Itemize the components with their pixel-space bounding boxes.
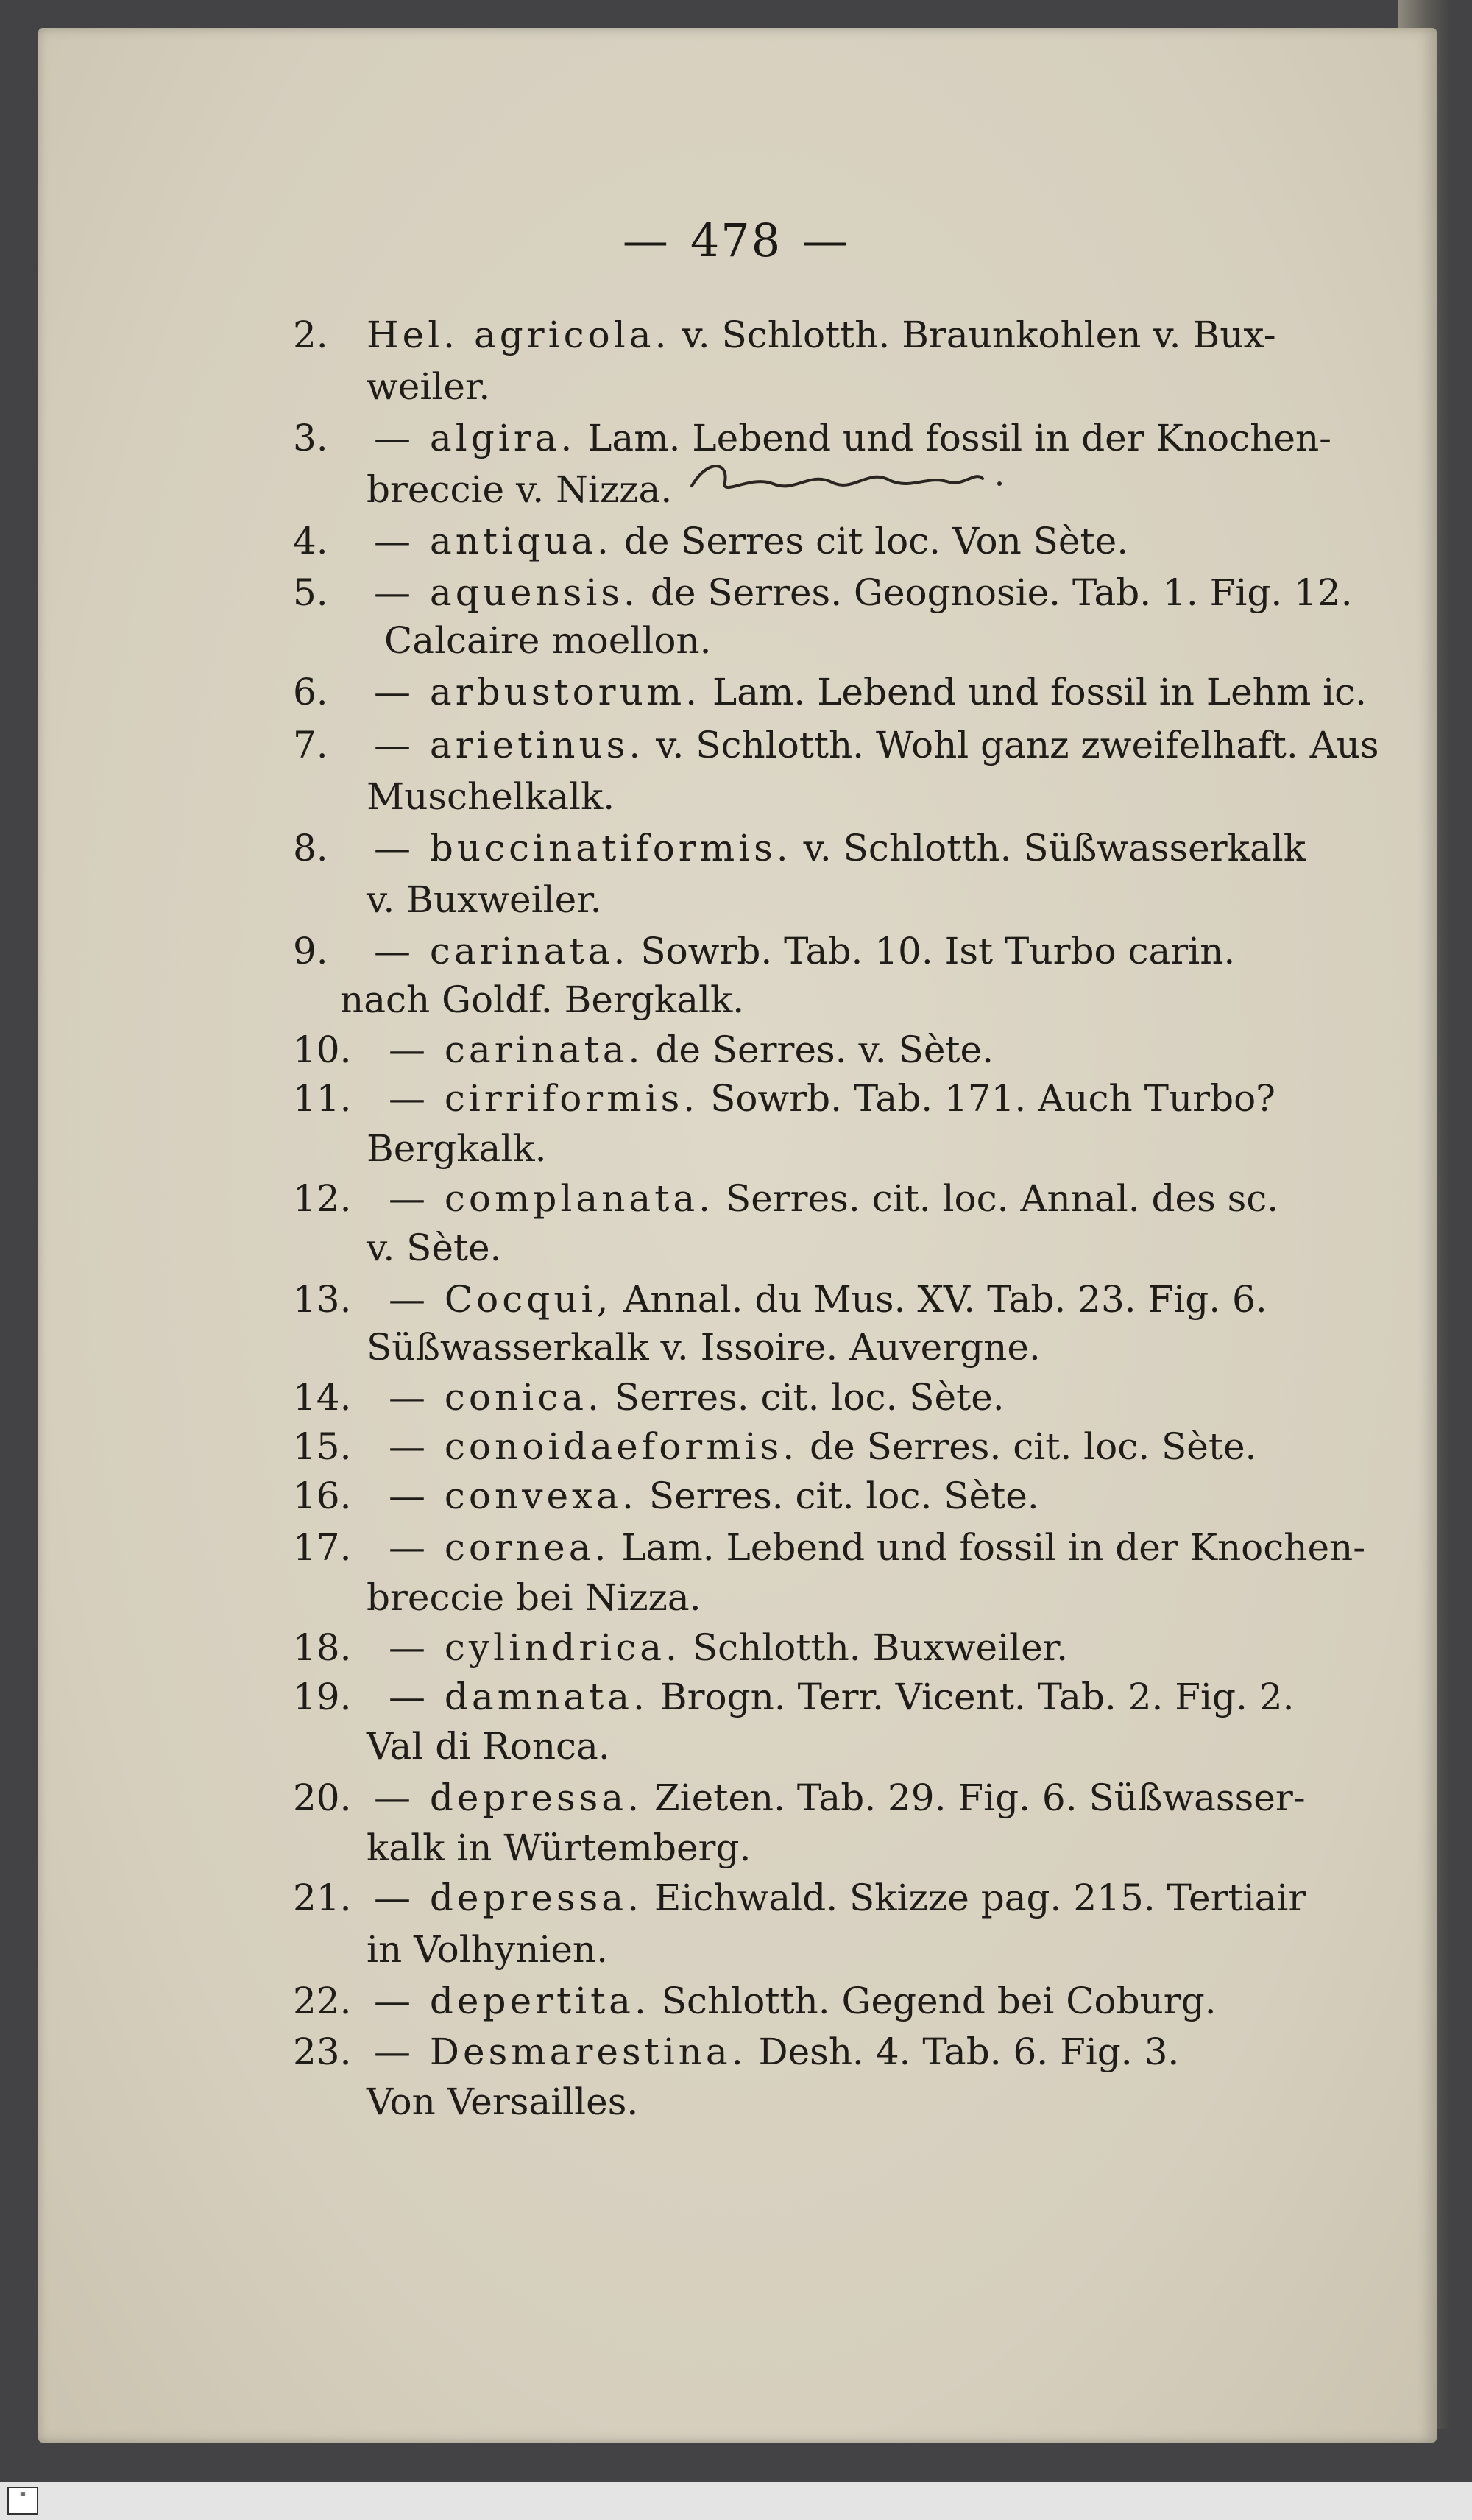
entry-number: 10. [293,1028,352,1071]
species-name: — cirriformis. [389,1077,699,1120]
entry-text: Lam. Lebend und fossil in Lehm ic. [712,671,1367,713]
entry-number: 13. [293,1278,352,1321]
species-name: — arbustorum. [374,671,701,713]
entry-number: 15. [293,1425,352,1468]
entry-number: 21. [293,1877,352,1919]
handwritten-annotation [684,453,1008,504]
entry-number: 7. [293,724,328,766]
entry-text: Annal. du Mus. XV. Tab. 23. Fig. 6. [623,1278,1267,1321]
species-name: — antiqua. [374,520,612,562]
entry-number: 16. [293,1475,352,1517]
entry-text: Serres. cit. loc. Annal. des sc. [725,1177,1279,1220]
entry-text: Serres. cit. loc. Sète. [648,1475,1039,1517]
entry-text: Zieten. Tab. 29. Fig. 6. Süßwasser- [654,1776,1306,1819]
entry-text: de Serres. v. Sète. [655,1028,994,1071]
entry-number: 2. [293,314,328,356]
entry-number: 14. [293,1376,352,1419]
entry-text: Schlotth. Buxweiler. [692,1626,1068,1669]
entry-text: v. Schlotth. Süßwasserkalk [803,827,1306,869]
library-logo: ▦ [7,2487,38,2515]
book-page [38,28,1437,2443]
entry-number: 4. [293,520,328,562]
species-name: — Desmarestina. [374,2030,747,2073]
entry-number: 12. [293,1177,352,1220]
entry-text: de Serres. Geognosie. Tab. 1. Fig. 12. [650,571,1353,614]
species-name: — depressa. [374,1776,643,1819]
species-name: — carinata. [389,1028,644,1071]
entry-number: 3. [293,417,328,459]
species-name: — Cocqui, [389,1278,612,1321]
species-name: — aquensis. [374,571,639,614]
species-name: — cornea. [389,1526,610,1569]
entry-number: 20. [293,1776,352,1819]
entry-text: v. Schlotth. Braunkohlen v. Bux- [682,314,1276,356]
entry-text: Eichwald. Skizze pag. 215. Tertiair [654,1877,1306,1919]
species-name: — buccinatiformis. [374,827,792,869]
entry-text: v. Schlotth. Wohl ganz zweifelhaft. Aus [656,724,1379,766]
entry-number: 11. [293,1077,352,1120]
entry-text: Brogn. Terr. Vicent. Tab. 2. Fig. 2. [659,1676,1295,1718]
header-dash-left: — [622,213,670,267]
entry-number: 19. [293,1676,352,1718]
page-number: 478 [690,213,782,267]
species-name: — depertita. [374,1980,650,2022]
header-dash-right: — [802,213,850,267]
entry-text: Serres. cit. loc. Sète. [614,1376,1005,1419]
entry-text: Desh. 4. Tab. 6. Fig. 3. [758,2030,1180,2073]
entry-number: 9. [293,930,328,973]
species-name: — arietinus. [374,724,645,766]
species-name: — depressa. [374,1877,643,1919]
entry-text: de Serres cit loc. Von Sète. [623,520,1129,562]
entry-number: 5. [293,571,328,614]
species-name: — carinata. [374,930,629,973]
entry-number: 22. [293,1980,352,2022]
species-name: — conoidaeformis. [389,1425,799,1468]
entry-number: 6. [293,671,328,713]
entry-text: Lam. Lebend und fossil in der Knochen- [621,1526,1366,1569]
species-name: — algira. [374,417,576,459]
species-name: — damnata. [389,1676,648,1718]
entry-number: 17. [293,1526,352,1569]
entry-text: Lam. Lebend und fossil in der Knochen- [587,417,1332,459]
entry-number: 8. [293,827,328,869]
page-header [0,213,1472,267]
entry-number: 18. [293,1626,352,1669]
entry-text: de Serres. cit. loc. Sète. [810,1425,1257,1468]
viewer-footer-bar [0,2482,1472,2520]
species-name: — conica. [389,1376,603,1419]
entry-text: Schlotth. Gegend bei Coburg. [661,1980,1217,2022]
species-name: — complanata. [389,1177,715,1220]
entry-number: 23. [293,2030,352,2073]
species-name: — convexa. [389,1475,637,1517]
entry-text: Sowrb. Tab. 10. Ist Turbo carin. [640,930,1236,973]
entry-text: Sowrb. Tab. 171. Auch Turbo? [710,1077,1275,1120]
species-name: Hel. agricola. [367,314,670,356]
species-name: — cylindrica. [389,1626,681,1669]
